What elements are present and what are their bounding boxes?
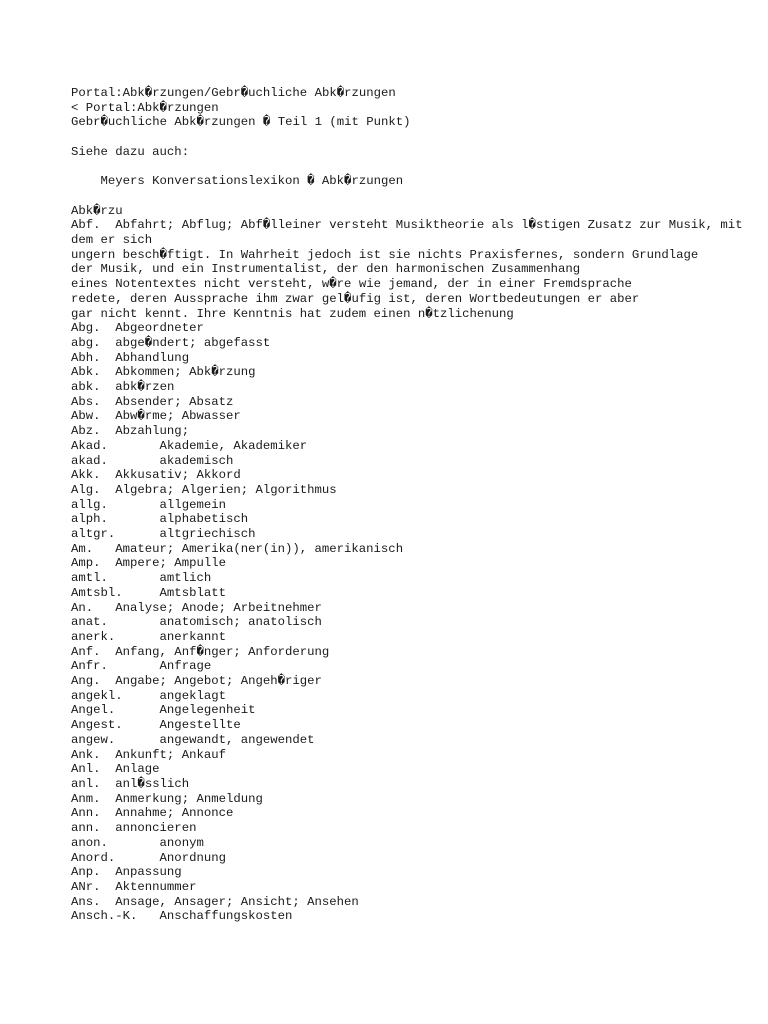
abbreviation-entry: An. Analyse; Anode; Arbeitnehmer	[71, 600, 322, 615]
abbreviation-entry: allg. allgemein	[71, 497, 226, 512]
abbreviation-entry: Ang. Angabe; Angebot; Angeh�riger	[71, 674, 322, 689]
abbreviation-entry: Abz. Abzahlung;	[71, 424, 190, 439]
abbreviation-entry: abg. abge�ndert; abgefasst	[71, 335, 271, 350]
abbreviation-entry: Anfr. Anfrage	[71, 659, 212, 674]
abbreviation-entry: Alg. Algebra; Algerien; Algorithmus	[71, 482, 337, 497]
spacer	[71, 130, 751, 145]
abbreviation-entry: alph. alphabetisch	[71, 512, 249, 527]
abbreviation-entry: anon. anonym	[71, 835, 204, 850]
abbreviation-entry: Amp. Ampere; Ampulle	[71, 556, 226, 571]
abbreviation-entry: Abs. Absender; Absatz	[71, 394, 234, 409]
page-subtitle: Gebr�uchliche Abk�rzungen � Teil 1 (mit Punkt)	[71, 115, 411, 130]
abbreviation-entry: Abh. Abhandlung	[71, 350, 190, 365]
spacer	[71, 160, 751, 175]
abbreviation-entry: altgr. altgriechisch	[71, 527, 256, 542]
see-also-label: Siehe dazu auch:	[71, 144, 190, 159]
abbreviation-entry: Ansch.-K. Anschaffungskosten	[71, 909, 293, 924]
abbreviation-entry: anerk. anerkannt	[71, 629, 226, 644]
abbreviation-entry: amtl. amtlich	[71, 571, 212, 586]
intro-heading: Abk�rzu	[71, 203, 123, 218]
abbreviation-entry: Angel. Angelegenheit	[71, 703, 256, 718]
abbreviation-entry: Angest. Angestellte	[71, 718, 241, 733]
abbreviation-entry: Akk. Akkusativ; Akkord	[71, 468, 241, 483]
abbreviation-entry: Abk. Abkommen; Abk�rzung	[71, 365, 256, 380]
abbreviation-entry: ANr. Aktennummer	[71, 879, 197, 894]
abbreviation-entry: anat. anatomisch; anatolisch	[71, 615, 322, 630]
abbreviation-entry: Am. Amateur; Amerika(ner(in)), amerikanisch	[71, 541, 404, 556]
abbreviation-entry: anl. anl�sslich	[71, 777, 190, 791]
abbreviation-entry: angekl. angeklagt	[71, 688, 226, 703]
abbreviation-entry: Ank. Ankunft; Ankauf	[71, 747, 226, 762]
abbreviation-entry: Anp. Anpassung	[71, 865, 182, 880]
spacer	[71, 189, 751, 204]
abbreviation-entry: Abw. Abw�rme; Abwasser	[71, 409, 241, 424]
back-link[interactable]: < Portal:Abk�rzungen	[71, 100, 219, 115]
abbreviation-entry: Amtsbl. Amtsblatt	[71, 585, 226, 600]
document-page	[71, 86, 751, 924]
abbreviation-entry: angew. angewandt, angewendet	[71, 732, 315, 747]
abbreviation-list	[71, 321, 751, 924]
abbreviation-entry: Ans. Ansage, Ansager; Ansicht; Ansehen	[71, 894, 359, 909]
abbreviation-entry: akad. akademisch	[71, 453, 234, 468]
abbreviation-entry: Anf. Anfang, Anf�nger; Anforderung	[71, 644, 330, 659]
abbreviation-entry: Akad. Akademie, Akademiker	[71, 438, 308, 453]
intro-paragraph: Abf. Abfahrt; Abflug; Abf�lleiner versteht Musiktheorie als l�stigen Zusatz zur Musik, mit dem er sich ungern besch�ftigt. In Wahrheit jedoch ist sie nichts Praxisfernes, sondern Grundlage der Musik, und ein Instrumentalist, der den harmonischen Zusammenhang eines Notentextes nicht versteht, w�re wie jemand, der in einer Fremdsprache redete, deren Aussprache ihm zwar gel�ufig ist, deren Wortbedeutungen er aber gar nicht kennt. Ihre Kenntnis hat zudem einen n�tzlichenung	[71, 218, 743, 321]
abbreviation-entry: Abg. Abgeordneter	[71, 321, 204, 336]
abbreviation-entry: abk. abk�rzen	[71, 380, 175, 395]
abbreviation-entry: ann. annoncieren	[71, 821, 197, 836]
see-also-link[interactable]: Meyers Konversationslexikon � Abk�rzungen	[71, 174, 404, 189]
abbreviation-entry: Anl. Anlage	[71, 762, 160, 777]
abbreviation-entry: Ann. Annahme; Annonce	[71, 806, 234, 821]
abbreviation-entry: Anord. Anordnung	[71, 850, 226, 865]
page-title: Portal:Abk�rzungen/Gebr�uchliche Abk�rzungen	[71, 86, 396, 100]
abbreviation-entry: Anm. Anmerkung; Anmeldung	[71, 791, 263, 806]
